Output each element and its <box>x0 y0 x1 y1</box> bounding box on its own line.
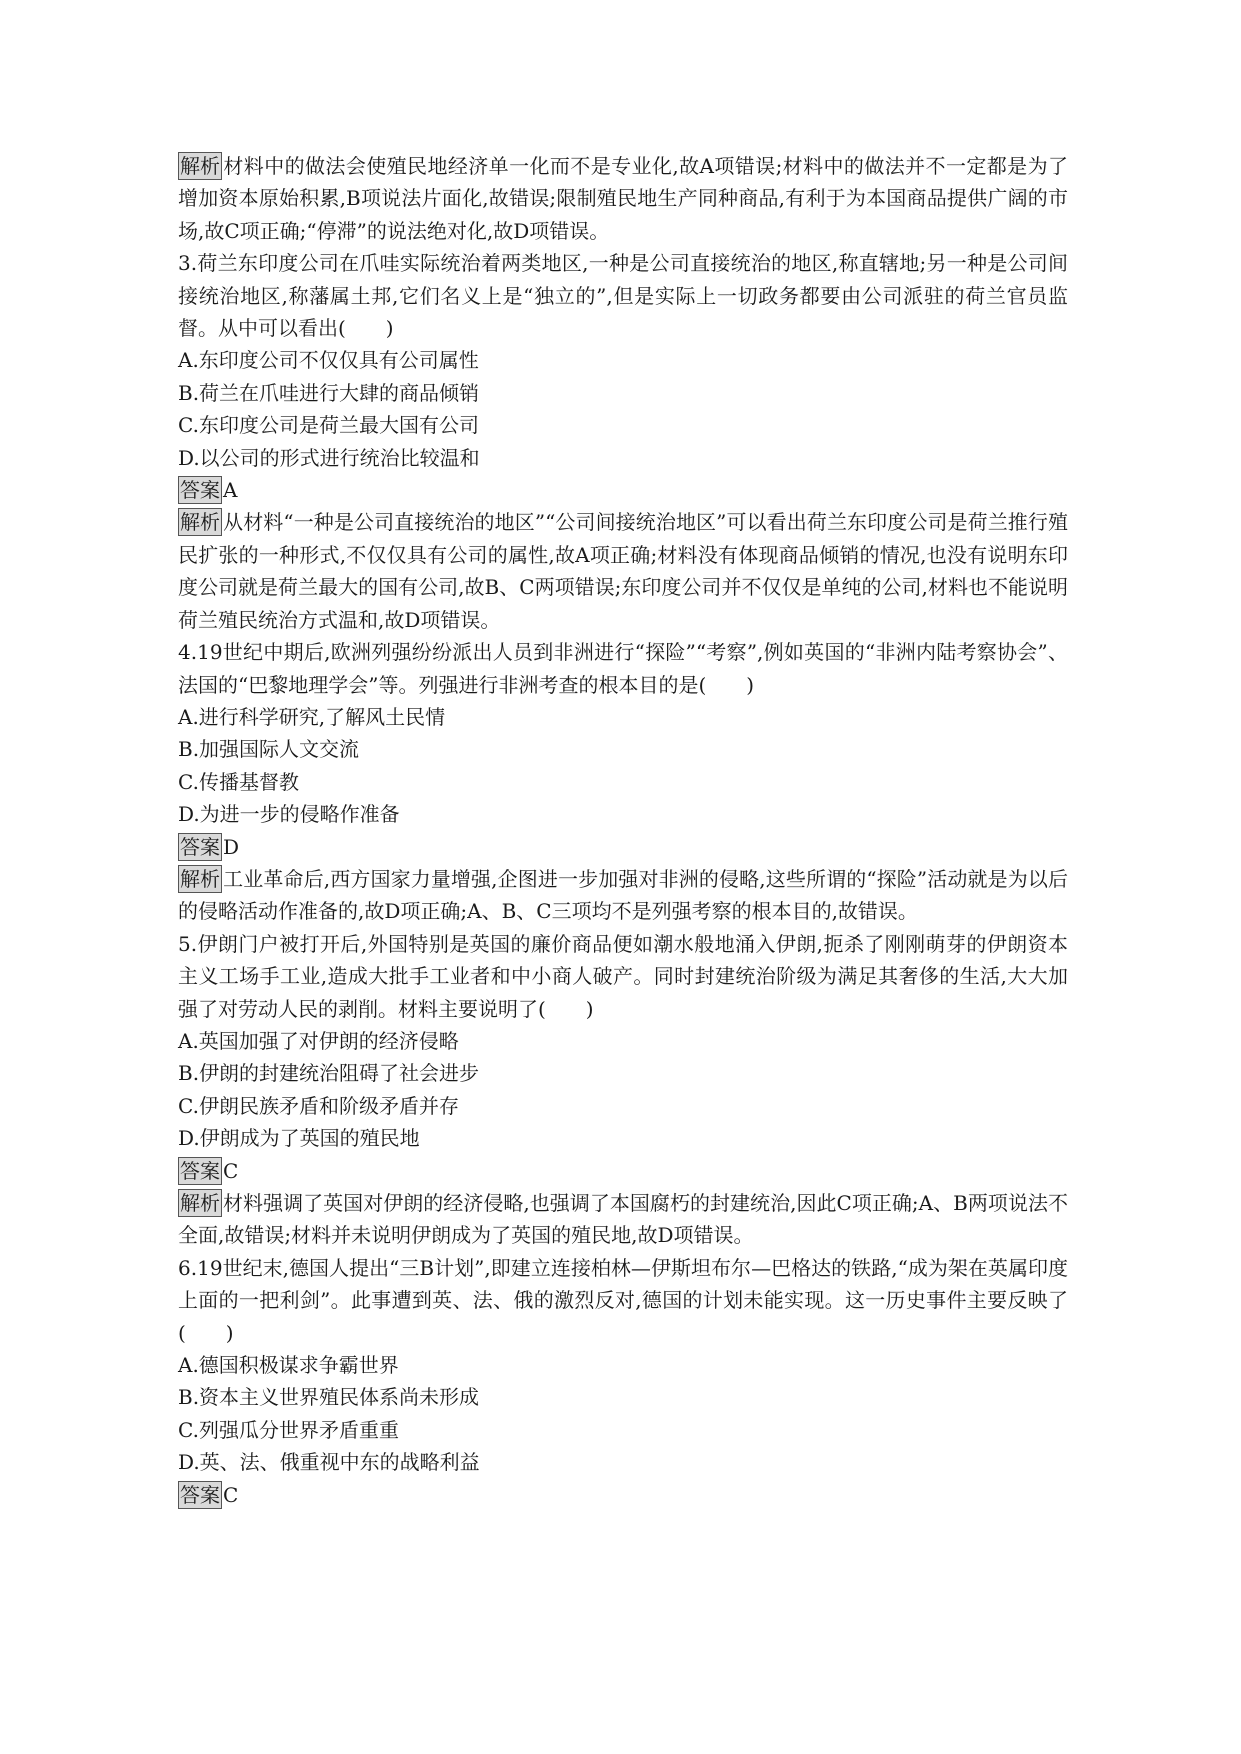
q2-analysis <box>178 150 1068 247</box>
q4-option-d: D.为进一步的侵略作准备 <box>178 802 400 827</box>
q3-analysis-text: 从材料“一种是公司直接统治的地区”“公司间接统治地区”可以看出荷兰东印度公司是荷兰推行殖民扩张的一种形式,不仅仅具有公司的属性,故A项正确;材料没有体现商品倾销的情况,也没有说明东印度公司就是荷兰最大的国有公司,故B、C两项错误;东印度公司并不仅仅是单纯的公司,材料也不能说明荷兰殖民统治方式温和,故D项错误。 <box>178 510 1068 632</box>
q6-option-d: D.英、法、俄重视中东的战略利益 <box>178 1450 480 1475</box>
q5-stem-text: 伊朗门户被打开后,外国特别是英国的廉价商品便如潮水般地涌入伊朗,扼杀了刚刚萌芽的伊朗资本主义工场手工业,造成大批手工业者和中小商人破产。同时封建统治阶级为满足其奢侈的生活,大大加强了对劳动人民的剥削。材料主要说明了( ) <box>178 931 1068 1021</box>
q6-number: 6. <box>178 1255 198 1280</box>
q5-option-b: B.伊朗的封建统治阻碍了社会进步 <box>178 1061 480 1086</box>
q6-answer <box>178 1479 1068 1511</box>
q3-option-c: C.东印度公司是荷兰最大国有公司 <box>178 413 479 438</box>
q3-option-a: A.东印度公司不仅仅具有公司属性 <box>178 348 479 373</box>
q4-stem-text: 19世纪中期后,欧洲列强纷纷派出人员到非洲进行“探险”“考察”,例如英国的“非洲内陆考察协会”、法国的“巴黎地理学会”等。列强进行非洲考查的根本目的是( ) <box>178 640 1068 697</box>
analysis-tag: 解析 <box>180 510 220 535</box>
q6-stem <box>178 1252 1068 1349</box>
q3-option-d: D.以公司的形式进行统治比较温和 <box>178 445 480 470</box>
q4-stem <box>178 636 1068 701</box>
answer-tag: 答案 <box>180 834 220 859</box>
q4-analysis <box>178 863 1068 928</box>
q6-stem-text: 19世纪末,德国人提出“三B计划”,即建立连接柏林—伊斯坦布尔—巴格达的铁路,“成为架在英属印度上面的一把利剑”。此事遭到英、法、俄的激烈反对,德国的计划未能实现。这一历史事件主要反映了( ) <box>178 1255 1068 1345</box>
q4-option-b: B.加强国际人文交流 <box>178 737 360 762</box>
q5-analysis <box>178 1187 1068 1252</box>
q5-answer <box>178 1155 1068 1187</box>
q5-number: 5. <box>178 931 198 956</box>
answer-tag: 答案 <box>180 478 220 503</box>
q3-answer-value: A <box>223 478 238 503</box>
analysis-tag: 解析 <box>180 154 220 178</box>
q3-stem <box>178 247 1068 344</box>
q2-analysis-text: 材料中的做法会使殖民地经济单一化而不是专业化,故A项错误;材料中的做法并不一定都是为了增加资本原始积累,B项说法片面化,故错误;限制殖民地生产同种商品,有利于为本国商品提供广阔的市场,故C项正确;“停滞”的说法绝对化,故D项错误。 <box>178 154 1068 243</box>
q3-analysis <box>178 506 1068 636</box>
analysis-tag: 解析 <box>180 866 220 891</box>
q5-option-c: C.伊朗民族矛盾和阶级矛盾并存 <box>178 1093 459 1118</box>
q4-option-a: A.进行科学研究,了解风土民情 <box>178 704 446 729</box>
q6-answer-value: C <box>223 1482 239 1507</box>
q4-option-c: C.传播基督教 <box>178 769 299 794</box>
q4-answer-value: D <box>223 834 240 859</box>
q5-option-d: D.伊朗成为了英国的殖民地 <box>178 1126 420 1151</box>
q5-stem <box>178 928 1068 1025</box>
q6-option-a: A.德国积极谋求争霸世界 <box>178 1353 399 1378</box>
q6-option-b: B.资本主义世界殖民体系尚未形成 <box>178 1385 480 1410</box>
q4-number: 4. <box>178 640 198 665</box>
q3-option-b: B.荷兰在爪哇进行大肆的商品倾销 <box>178 380 480 405</box>
answer-tag: 答案 <box>180 1482 220 1507</box>
analysis-tag: 解析 <box>180 1191 220 1215</box>
q3-answer <box>178 474 1068 506</box>
answer-tag: 答案 <box>180 1158 220 1183</box>
q4-analysis-text: 工业革命后,西方国家力量增强,企图进一步加强对非洲的侵略,这些所谓的“探险”活动就是为以后的侵略活动作准备的,故D项正确;A、B、C三项均不是列强考察的根本目的,故错误。 <box>178 866 1068 924</box>
q6-option-c: C.列强瓜分世界矛盾重重 <box>178 1417 399 1442</box>
q3-number: 3. <box>178 251 198 276</box>
q4-answer <box>178 831 1068 863</box>
q3-stem-text: 荷兰东印度公司在爪哇实际统治着两类地区,一种是公司直接统治的地区,称直辖地;另一种是公司间接统治地区,称藩属土邦,它们名义上是“独立的”,但是实际上一切政务都要由公司派驻的荷兰官员监督。从中可以看出( ) <box>178 251 1068 341</box>
document-page <box>178 150 1068 1511</box>
q5-option-a: A.英国加强了对伊朗的经济侵略 <box>178 1028 459 1053</box>
q5-answer-value: C <box>223 1158 239 1183</box>
q5-analysis-text: 材料强调了英国对伊朗的经济侵略,也强调了本国腐朽的封建统治,因此C项正确;A、B两项说法不全面,故错误;材料并未说明伊朗成为了英国的殖民地,故D项错误。 <box>178 1191 1068 1248</box>
